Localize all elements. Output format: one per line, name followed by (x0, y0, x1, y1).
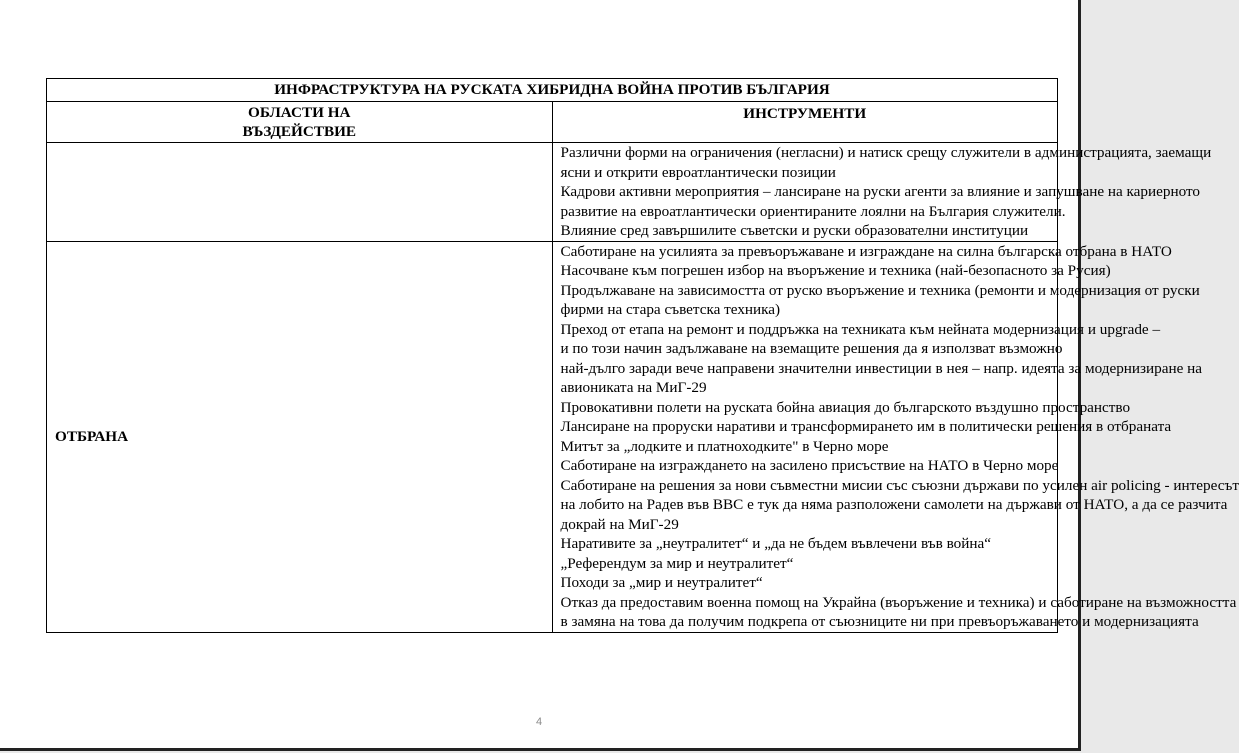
instrument-line: и по този начин задължаване на вземащите решения да я използват възможно (560, 340, 1063, 357)
instrument-line: Наративите за „неутралитет“ и „да не бъдем въвлечени във война“ (560, 535, 991, 552)
hybrid-war-table (46, 78, 1239, 633)
instruments-cell (552, 143, 1212, 242)
area-cell-defense: ОТБРАНА (47, 241, 553, 632)
instrument-line: „Референдум за мир и неутралитет“ (560, 554, 794, 572)
table-row (47, 143, 1058, 242)
instrument-line: Лансиране на проруски наративи и трансформирането им в политически решения в отбраната (560, 418, 1172, 435)
instrument-line: най-дълго заради вече направени значителни инвестиции в нея – напр. идеята за модернизиране на (560, 359, 1203, 377)
page-number: 4 (535, 716, 543, 728)
instrument-line: развитие на евроатлантически ориентираните лоялни на България служители. (560, 202, 1066, 220)
area-cell (47, 143, 553, 242)
instrument-line: Отказ да предоставим военна помощ на Украйна (въоръжение и техника) и саботиране на възможността (560, 593, 1237, 611)
instrument-line: Различни форми на ограничения (негласни) и натиск срещу служители в администрацията, заемащи (560, 144, 1212, 161)
instrument-line: фирми на стара съветска техника) (560, 301, 781, 318)
instrument-line: докрай на МиГ-29 (560, 515, 679, 533)
table-title: ИНФРАСТРУКТУРА НА РУСКАТА ХИБРИДНА ВОЙНА ПРОТИВ БЪЛГАРИЯ (47, 79, 1058, 102)
column-header-areas-line: ВЪЗДЕЙСТВИЕ (242, 123, 357, 140)
instrument-line: в замяна на това да получим подкрепа от съюзниците ни при превъоръжаването и модернизацията (560, 613, 1199, 630)
column-header-areas-line: ОБЛАСТИ НА (248, 104, 351, 121)
instrument-line: авиониката на МиГ-29 (560, 379, 707, 396)
instrument-line: Митът за „лодките и платноходките" в Черно море (560, 437, 889, 455)
instrument-line: Кадрови активни мероприятия – лансиране на руски агенти за влияние и запушване на кариерното (560, 183, 1201, 200)
instrument-line: Саботиране на изграждането на засилено присъствие на НАТО в Черно море (560, 457, 1059, 474)
instrument-line: Преход от етапа на ремонт и поддръжка на техниката към нейната модернизация и upgrade – (560, 320, 1161, 338)
instrument-line: Саботиране на решения за нови съвместни мисии със съюзни държави по усилен air policing - интересът (560, 476, 1239, 494)
instrument-line: на лобито на Радев във ВВС е тук да няма разположени самолети на държави от НАТО, а да се разчита (560, 496, 1228, 513)
instrument-line: Влияние сред завършилите съветски и руски образователни институции (560, 222, 1029, 239)
instrument-line: Походи за „мир и неутралитет“ (560, 574, 763, 591)
instrument-line: Продължаване на зависимостта от руско въоръжение и техника (ремонти и модернизация от руски (560, 281, 1200, 299)
column-header-instruments: ИНСТРУМЕНТИ (552, 102, 1058, 143)
table-row (47, 241, 1058, 632)
instrument-line: Насочване към погрешен избор на въоръжение и техника (най-безопасното за Русия) (560, 262, 1111, 279)
instrument-line: ясни и открити евроатлантически позиции (560, 163, 836, 181)
instrument-line: Саботиране на усилията за превъоръжаване и изграждане на силна българска отбрана в НАТО (560, 242, 1172, 260)
column-header-areas (47, 102, 553, 143)
instruments-cell (552, 241, 1239, 632)
instrument-line: Провокативни полети на руската бойна авиация до българското въздушно пространство (560, 398, 1131, 416)
